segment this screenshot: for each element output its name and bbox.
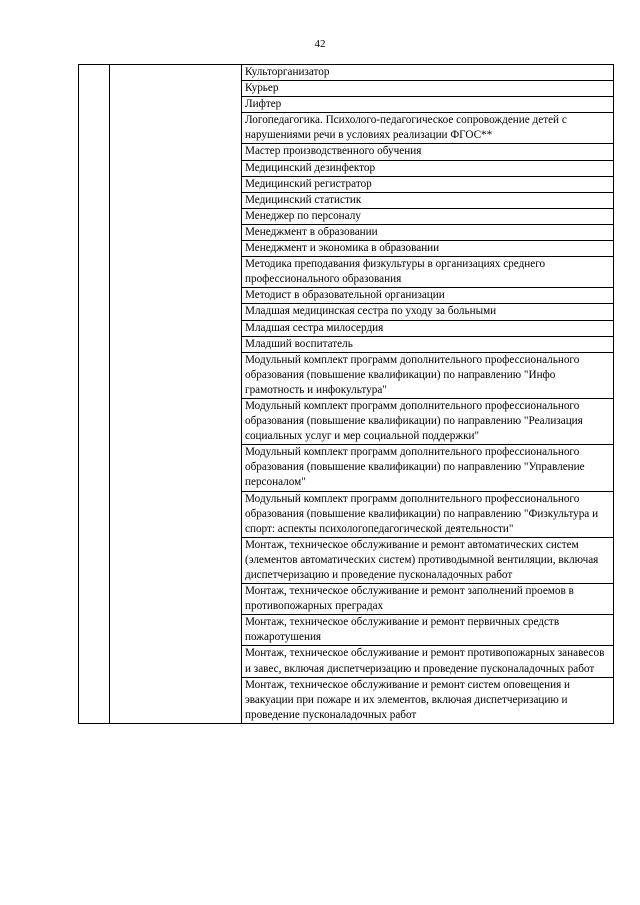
program-name-cell: Менеджер по персоналу	[242, 208, 614, 224]
program-name-cell: Методика преподавания физкультуры в организациях среднего профессионального образования	[242, 257, 614, 288]
program-name-cell: Модульный комплект программ дополнительного профессионального образования (повышение квалификации) по направлению "Инфо грамотность и инфокультура"	[242, 352, 614, 398]
program-name-cell: Монтаж, техническое обслуживание и ремонт первичных средств пожаротушения	[242, 615, 614, 646]
program-name-cell: Монтаж, техническое обслуживание и ремонт противопожарных занавесов и завес, включая диспетчеризацию и проведение пусконаладочных работ	[242, 646, 614, 677]
category-cell	[110, 65, 242, 724]
program-name-cell: Модульный комплект программ дополнительного профессионального образования (повышение квалификации) по направлению "Управление персоналом"	[242, 445, 614, 491]
program-name-cell: Монтаж, техническое обслуживание и ремонт автоматических систем (элементов автоматических систем) противодымной вентиляции, включая диспетчеризацию и проведение пусконаладочных работ	[242, 537, 614, 583]
program-name-cell: Курьер	[242, 81, 614, 97]
programs-table	[78, 64, 614, 724]
program-name-cell: Медицинский регистратор	[242, 176, 614, 192]
program-name-cell: Мастер производственного обучения	[242, 144, 614, 160]
program-name-cell: Лифтер	[242, 97, 614, 113]
program-name-cell: Модульный комплект программ дополнительного профессионального образования (повышение квалификации) по направлению "Физкультура и спорт: аспекты психологопедагогической деятельности"	[242, 491, 614, 537]
number-cell	[79, 65, 110, 724]
page-number: 42	[314, 38, 326, 50]
program-name-cell: Младшая сестра милосердия	[242, 320, 614, 336]
program-name-cell: Младший воспитатель	[242, 336, 614, 352]
program-name-cell: Менеджмент в образовании	[242, 224, 614, 240]
program-name-cell: Медицинский дезинфектор	[242, 160, 614, 176]
program-name-cell: Монтаж, техническое обслуживание и ремонт систем оповещения и эвакуации при пожаре и их элементов, включая диспетчеризацию и проведение пусконаладочных работ	[242, 677, 614, 723]
program-name-cell: Младшая медицинская сестра по уходу за больными	[242, 304, 614, 320]
program-name-cell: Логопедагогика. Психолого-педагогическое сопровождение детей с нарушениями речи в условиях реализации ФГОС**	[242, 113, 614, 144]
table-row	[79, 65, 614, 81]
program-name-cell: Методист в образовательной организации	[242, 288, 614, 304]
program-name-cell: Менеджмент и экономика в образовании	[242, 241, 614, 257]
program-name-cell: Модульный комплект программ дополнительного профессионального образования (повышение квалификации) по направлению "Реализация социальных услуг и мер социальной поддержки"	[242, 398, 614, 444]
program-name-cell: Медицинский статистик	[242, 192, 614, 208]
program-name-cell: Культорганизатор	[242, 65, 614, 81]
program-name-cell: Монтаж, техническое обслуживание и ремонт заполнений проемов в противопожарных преградах	[242, 584, 614, 615]
